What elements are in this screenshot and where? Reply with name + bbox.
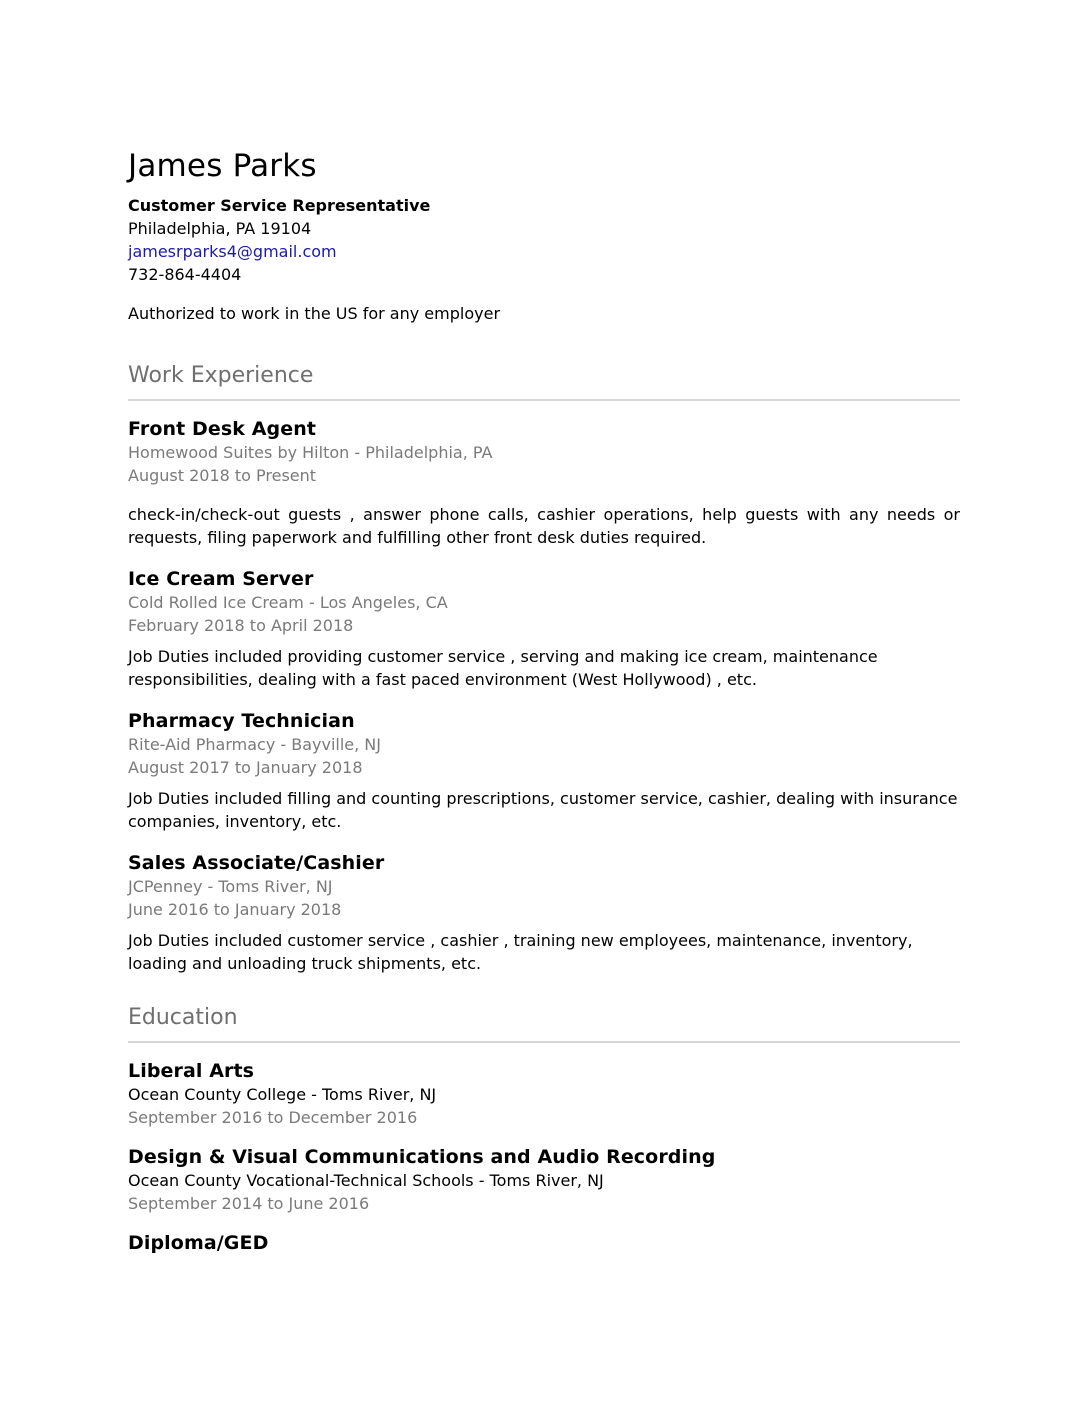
separator: - — [306, 1085, 322, 1104]
job-title: Ice Cream Server — [128, 568, 314, 590]
job-location: Los Angeles, CA — [319, 593, 448, 612]
email-link[interactable]: jamesrparks4@gmail.com — [128, 242, 337, 261]
job-dates: August 2017 to January 2018 — [128, 758, 363, 777]
education-dates: September 2016 to December 2016 — [128, 1108, 418, 1127]
job-entry — [128, 709, 960, 833]
degree-title: Liberal Arts — [128, 1060, 255, 1082]
school-line — [128, 1169, 960, 1192]
education-section — [128, 1003, 960, 1255]
education-entry — [128, 1231, 960, 1255]
job-location: Bayville, NJ — [291, 735, 381, 754]
section-divider — [128, 399, 960, 401]
job-description: Job Duties included providing customer service , serving and making ice cream, maintenance responsibilities, dealing with a fast paced environment (West Hollywood) , etc. — [128, 647, 878, 689]
school-line — [128, 1083, 960, 1106]
education-entry — [128, 1145, 960, 1215]
job-entry — [128, 417, 960, 549]
job-location: Toms River, NJ — [218, 877, 333, 896]
job-company: JCPenney — [128, 877, 203, 896]
separator: - — [349, 443, 366, 462]
candidate-name: James Parks — [128, 148, 317, 184]
headline: Customer Service Representative — [128, 196, 431, 215]
section-title-work: Work Experience — [128, 363, 314, 388]
work-authorization: Authorized to work in the US for any employer — [128, 304, 501, 323]
job-company: Homewood Suites by Hilton — [128, 443, 350, 462]
section-title-education: Education — [128, 1005, 238, 1030]
job-title: Front Desk Agent — [128, 418, 317, 440]
job-company-line — [128, 441, 960, 464]
job-dates: June 2016 to January 2018 — [128, 900, 342, 919]
location: Philadelphia, PA 19104 — [128, 219, 312, 238]
separator: - — [303, 593, 320, 612]
school-name: Ocean County Vocational-Technical Schools — [128, 1171, 474, 1190]
phone-number: 732-864-4404 — [128, 265, 242, 284]
job-company-line — [128, 591, 960, 614]
education-dates: September 2014 to June 2016 — [128, 1194, 370, 1213]
job-title: Pharmacy Technician — [128, 710, 355, 732]
job-dates: February 2018 to April 2018 — [128, 616, 354, 635]
job-description: check-in/check-out guests , answer phone calls, cashier operations, help guests with any needs or requests, filing paperwork and fulfilling other front desk duties required. — [128, 505, 960, 547]
job-description: Job Duties included filling and counting prescriptions, customer service, cashier, dealing with insurance companies, inventory, etc. — [128, 789, 958, 831]
job-company-line — [128, 733, 960, 756]
resume-header — [128, 146, 960, 325]
separator: - — [473, 1171, 490, 1190]
job-dates: August 2018 to Present — [128, 466, 317, 485]
job-description: Job Duties included customer service , cashier , training new employees, maintenance, inventory, loading and unloading truck shipments, etc. — [128, 931, 913, 973]
resume-page — [128, 146, 960, 1271]
job-entry — [128, 567, 960, 691]
section-divider — [128, 1041, 960, 1043]
school-location: Toms River, NJ — [321, 1085, 437, 1104]
education-entry — [128, 1059, 960, 1129]
job-entry — [128, 851, 960, 975]
degree-title: Design & Visual Communications and Audio Recording — [128, 1146, 716, 1168]
school-location: Toms River, NJ — [489, 1171, 604, 1190]
job-location: Philadelphia, PA — [365, 443, 493, 462]
separator: - — [202, 877, 219, 896]
separator: - — [275, 735, 292, 754]
work-experience-section — [128, 361, 960, 975]
school-name: Ocean County College — [128, 1085, 307, 1104]
job-company-line — [128, 875, 960, 898]
job-company: Rite-Aid Pharmacy — [128, 735, 276, 754]
job-company: Cold Rolled Ice Cream — [128, 593, 304, 612]
degree-title: Diploma/GED — [128, 1232, 269, 1254]
job-title: Sales Associate/Cashier — [128, 852, 385, 874]
